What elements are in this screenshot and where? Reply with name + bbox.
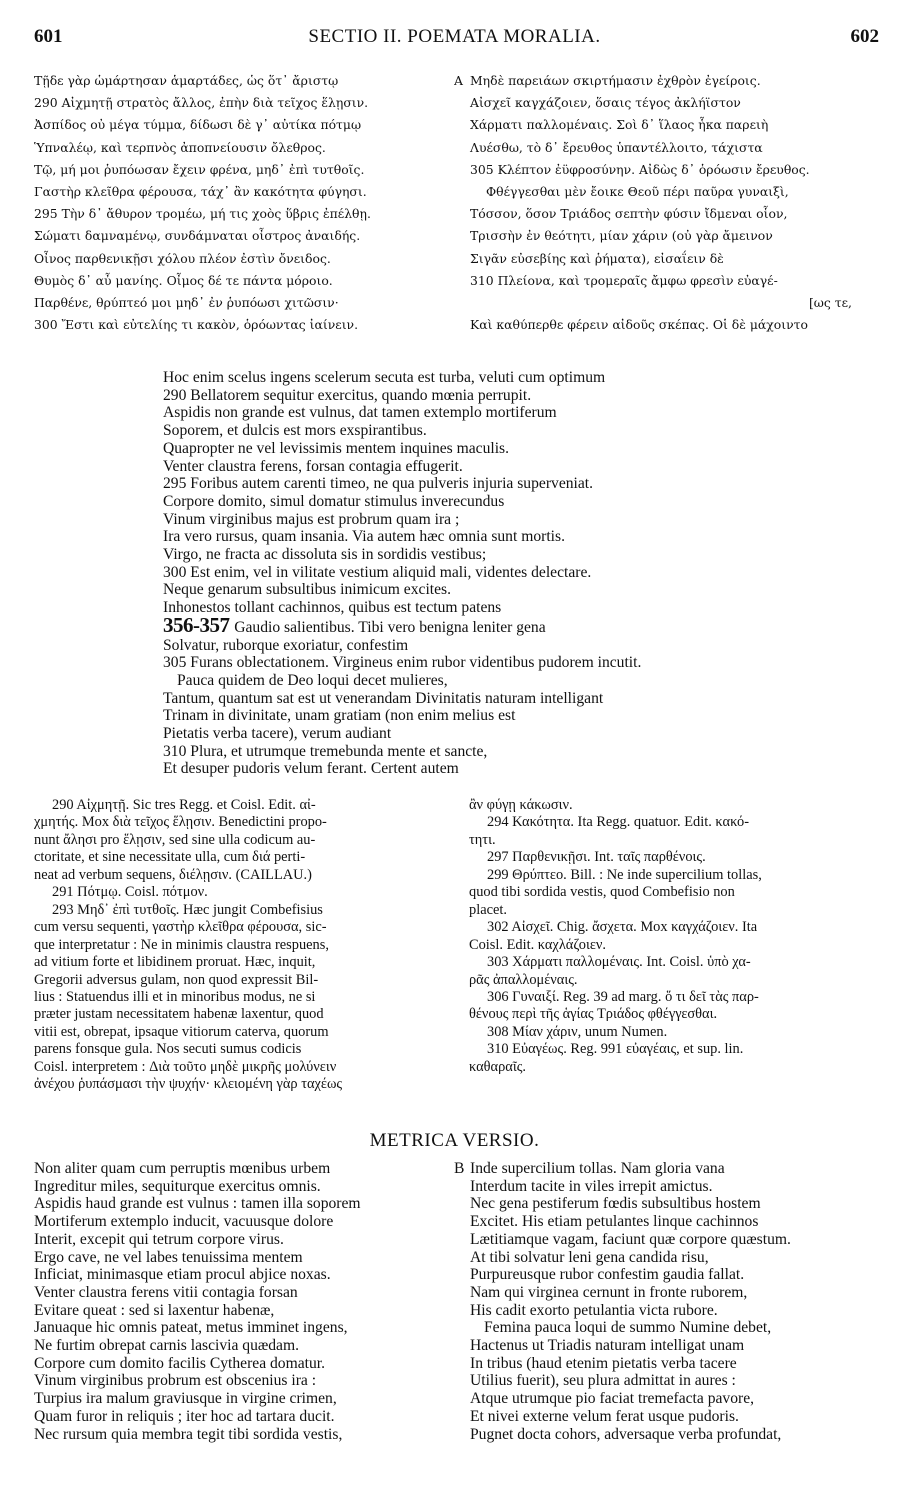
metrica-verse-line: Corpore cum domito facilis Cytherea domatur. [34,1354,326,1372]
footnote-line: neat ad verbum sequens, διέλῃσιν. (CAILLAU.) [34,866,312,883]
greek-verse-text: Φθέγγεσθαι μὲν ἔοικε Θεοῦ πέρι παῦρα γυναιξὶ, [486,184,789,200]
footnote-line: quod tibi sordida vestis, quod Combefisio non [469,884,735,901]
latin-verse-text: Tantum, quantum sat est ut venerandam Divinitatis naturam intelligant [163,689,604,707]
latin-verse-text: Inhonestos tollant cachinnos, quibus est tectum patens [163,599,502,617]
metrica-verse-line: Turpius ira malum graviusque in virgine crimen, [34,1390,337,1408]
greek-verse-text: [ως τε, [808,295,852,311]
latin-verse-text: Ira vero rursus, quam insania. Via autem hæc omnia sunt mortis. [163,528,565,546]
metrica-verse-line [454,1319,904,1337]
metrica-verse-line: Nec rursum quia membra tegit tibi sordida vestis, [34,1425,343,1443]
greek-verse-text: Λυέσθω, τὸ δ᾽ ἔρευθος ὑπαντέλλοιτο, τάχιστα [470,139,763,155]
greek-verse-line [454,137,902,159]
footnotes-left [34,797,448,1094]
latin-verse-line [163,672,843,690]
metrica-verse-line: Aspidis haud grande est vulnus : tamen illa soporem [34,1195,361,1213]
greek-verse-text: 310 Πλείονα, καὶ τρομεραῖς ἄμφω φρεσὶν εὐαγέ- [470,272,778,288]
metrica-verse-line [454,1337,904,1355]
metrica-verse-line: Non aliter quam cum perruptis mœnibus urbem [34,1160,331,1177]
metrica-verse-line [454,1231,904,1249]
latin-verse-line [163,725,843,743]
latin-verse-line [163,511,843,529]
footnote-line: 302 Αἰσχεῖ. Chig. ἄσχετα. Mox καγχάζοιεν. Ita [487,919,758,936]
metrica-verse-text: Purpureusque rubor confestim gaudia fallat. [470,1266,745,1284]
greek-verse-text: Τόσσον, ὅσον Τριάδος σεπτὴν φύσιν ἴδμεναι οἷον, [470,206,788,222]
latin-verse-text: Pietatis verba tacere), verum audiant [163,725,392,743]
greek-verse-line [454,248,902,270]
metrica-verse-text: Hactenus ut Triadis naturam intelligat unam [470,1337,745,1355]
greek-text-right [454,70,902,336]
greek-verse-line [454,114,902,136]
latin-verse-line [163,528,843,546]
latin-verse-line [163,690,843,708]
metrica-verse-line: Ingreditur miles, sequiturque exercitus omnis. [34,1177,321,1195]
page-reference-mark: 356-357 [163,612,235,637]
latin-verse-text: Soporem, et dulcis est mors exspirantibus. [163,422,427,440]
latin-verse-text: Et desuper pudoris velum ferant. Certent autem [163,760,459,778]
latin-verse-text: Gaudio salientibus. Tibi vero benigna leniter gena [234,618,546,636]
latin-verse-text: Vinum virginibus majus est probrum quam ira ; [163,510,460,528]
footnote-line: parens fonsque gula. Nos secuti sumus codicis [34,1041,302,1058]
metrica-verse-line: Ne furtim obrepat carnis lascivia quædam. [34,1337,300,1355]
footnote-line: placet. [469,901,507,918]
metrica-verse-text: At tibi solvatur leni gena candida risu, [470,1248,709,1266]
metrica-verse-line [454,1249,904,1267]
footnote-line: 293 Μηδ᾽ ἐπὶ τυτθοῖς. Hæc jungit Combefisius [52,901,323,918]
page-number-left: 601 [34,26,63,47]
metrica-verse-line: Venter claustra ferens vitii contagia forsan [34,1283,298,1301]
greek-verse-text: Σιγᾶν εὐσεβίης καὶ ῥήματα), εἰσαΐειν δὲ [470,250,724,266]
metrica-versio-left [34,1160,454,1443]
metrica-verse-line [454,1426,904,1444]
greek-verse-text: Καὶ καθύπερθε φέρειν αἰδοῦς σκέπας. Οἱ δὲ μάχοιντο [470,317,808,333]
footnote-line: 294 Κακότητα. Ita Regg. quatuor. Edit. κακό- [487,814,750,831]
latin-verse-text: 295 Foribus autem carenti timeo, ne qua pulveris injuria superveniat. [163,475,594,493]
latin-verse-line [163,440,843,458]
latin-verse-line [163,458,843,476]
latin-verse-line [163,564,843,582]
greek-verse-line: Ἀσπίδος οὐ μέγα τύμμα, δίδωσι δὲ γ᾽ αὐτίκα πότμῳ [34,117,362,133]
metrica-verse-text: Atque utrumque pio faciat tremefacta pavore, [470,1390,755,1408]
latin-verse-line [163,369,843,387]
greek-verse-line [454,270,902,292]
greek-verse-line: Ὑπναλέῳ, καὶ τερπνὸς ἀποπνείουσιν ὄλεθρος. [34,139,326,155]
metrica-verse-line [454,1355,904,1373]
metrica-verse-line: Januaque hic omnis pateat, metus imminet ingens, [34,1319,348,1337]
greek-verse-line: Γαστὴρ κλεῖθρα φέρουσα, τάχ᾽ ἂν κακότητα φύγησι. [34,184,367,200]
metrica-verse-line [454,1408,904,1426]
footnote-line: vitii est, obrepat, ipsaque vitiorum caterva, quorum [34,1023,329,1040]
metrica-verse-text: Nam qui virginea cernunt in fronte ruborem, [470,1283,748,1301]
latin-verse-line [163,581,843,599]
metrica-verse-line: Quam furor in reliquis ; iter hoc ad tartara ducit. [34,1407,335,1425]
latin-verse-line [163,599,843,617]
latin-verse-line [163,654,843,672]
latin-verse-text: Pauca quidem de Deo loqui decet mulieres, [177,671,448,689]
greek-verse-line: 295 Τὴν δ᾽ ἄθυρον τρομέω, μή τις χοὸς ὕβρις ἐπέλθῃ. [34,206,371,222]
footnote-line: 308 Μίαν χάριν, unum Numen. [487,1023,668,1040]
metrica-verse-text: Nec gena pestiferum fœdis subsultibus hostem [470,1195,761,1213]
column-marker: B [454,1160,465,1177]
greek-verse-line: Οἶνος παρθενικῇσι χόλου πλέον ἐστὶν ὄνειδος. [34,250,331,266]
metrica-verse-line: Interit, excepit qui tetrum corpore virus. [34,1230,284,1248]
latin-verse-line [163,546,843,564]
metrica-verse-line [454,1390,904,1408]
running-title: SECTIO II. POEMATA MORALIA. [308,26,601,47]
greek-verse-text: Μηδὲ παρειάων σκιρτήμασιν ἐχθρὸν ἐγείροις. [470,73,761,88]
metrica-verse-text: Et nivei externe velum ferat usque pudoris. [470,1407,739,1425]
greek-verse-line [454,314,902,336]
greek-verse-line: 290 Αἰχμητῇ στρατὸς ἄλλος, ἐπὴν διὰ τεῖχος ἕλῃσιν. [34,95,369,111]
latin-verse-line [163,404,843,422]
greek-verse-line [454,203,902,225]
footnote-line: 303 Χάρματι παλλομέναις. Int. Coisl. ὑπὸ χα- [487,954,751,971]
latin-verse-text: Trinam in divinitate, unam gratiam (non enim melius est [163,707,516,725]
latin-verse-line [163,612,843,637]
footnotes-right [469,797,899,1076]
metrica-verse-text: His cadit exorto petulantia victa rubore. [470,1301,718,1319]
footnote-line: ἂν φύγῃ κάκωσιν. [469,797,573,813]
metrica-verse-line [454,1302,904,1320]
latin-verse-line [163,422,843,440]
metrica-verse-line [454,1160,904,1178]
metrica-verse-text: Interdum tacite in viles irrepit amictus. [470,1177,713,1195]
latin-verse-text: Virgo, ne fracta ac dissoluta sis in sordidis vestibus; [163,546,487,564]
metrica-verse-line [454,1195,904,1213]
running-header [0,26,909,52]
footnote-line: καθαραῖς. [469,1058,526,1075]
footnote-line: 297 Παρθενικῇσι. Int. ταῖς παρθένοις. [487,849,706,866]
metrica-verse-line: Evitare queat : sed si laxentur habenæ, [34,1301,275,1319]
latin-verse-text: Hoc enim scelus ingens scelerum secuta est turba, veluti cum optimum [163,369,606,386]
footnote-line: præter justam necessitatem habenæ laxentur, quod [34,1006,324,1023]
footnote-line: 299 Θρύπτεο. Bill. : Ne inde supercilium tollas, [487,866,762,883]
footnote-line: 291 Πότμῳ. Coisl. πότμον. [52,884,208,901]
latin-verse-line [163,493,843,511]
latin-verse-text: Solvatur, ruborque exoriatur, confestim [163,636,409,654]
greek-verse-line [454,292,902,314]
latin-verse-line [163,707,843,725]
footnote-line: cum versu sequenti, γαστὴρ κλεῖθρα φέρουσα, sic- [34,919,327,936]
greek-verse-line: Παρθένε, θρύπτεό μοι μηδ᾽ ἐν ῥυπόωσι χιτῶσιν· [34,295,339,311]
metrica-verse-line: Ergo cave, ne vel labes tenuissima mentem [34,1248,303,1266]
latin-verse-line [163,387,843,405]
footnote-line: θένους περὶ τῆς ἁγίας Τριάδος φθέγγεσθαι. [469,1006,718,1023]
latin-translation [163,369,843,778]
greek-verse-line [454,70,902,92]
footnote-line: que interpretatur : Ne in minimis claustra respuens, [34,936,329,953]
latin-verse-text: 310 Plura, et utrumque tremebunda mente et sancte, [163,742,488,760]
latin-verse-line [163,475,843,493]
greek-verse-text: Χάρματι παλλομέναις. Σοὶ δ᾽ ἵλαος ἧκα παρειὴ [470,117,769,133]
greek-verse-line: Τῷ, μή μοι ῥυπόωσαν ἔχειν φρένα, μηδ᾽ ἐπὶ τυτθοῖς. [34,161,365,177]
metrica-versio-heading: METRICA VERSIO. [369,1130,540,1151]
metrica-verse-text: In tribus (haud etenim pietatis verba tacere [470,1354,737,1372]
greek-verse-line [454,225,902,247]
latin-verse-line [163,743,843,761]
greek-verse-line: Θυμὸς δ᾽ αὖ μανίης. Οἶμος δέ τε πάντα μόροιο. [34,272,333,288]
footnote-line: 290 Αἰχμητῇ. Sic tres Regg. et Coisl. Edit. αἰ- [52,797,316,813]
greek-verse-line: Τῇδε γὰρ ὡμάρτησαν ἁμαρτάδες, ὡς ὅτ᾽ ἄριστῳ [34,73,339,88]
footnote-line: ἀνέχου ῥυπάσμασι τὴν ψυχήν· κλειομένη γὰρ ταχέως [34,1076,343,1093]
metrica-verse-text: Utilius fuerit), seu plura admittat in aures : [470,1372,736,1390]
latin-verse-line [163,637,843,655]
metrica-verse-line: Vinum virginibus probrum est obscenius ira : [34,1372,317,1390]
latin-verse-line [163,760,843,778]
greek-verse-line [454,92,902,114]
footnote-line: lius : Statuendus illi et in minoribus modus, ne si [34,988,316,1005]
latin-verse-text: Venter claustra ferens, forsan contagia effugerit. [163,457,463,475]
greek-verse-text: 305 Κλέπτον ἐϋφροσύνην. Αἰδὼς δ᾽ ὁρόωσιν ἔρευθος. [470,161,810,177]
latin-verse-text: Quapropter ne vel levissimis mentem inquines maculis. [163,439,510,457]
latin-verse-text: 305 Furans oblectationem. Virgineus enim rubor videntibus pudorem incutit. [163,654,642,672]
greek-verse-line: 300 Ἔστι καὶ εὐτελίης τι κακὸν, ὁρόωντας ἰαίνειν. [34,317,359,333]
metrica-verse-line [454,1178,904,1196]
metrica-verse-line [454,1266,904,1284]
footnote-line: Coisl. interpretem : Διὰ τοῦτο μηδὲ μικρῆς μολύνειν [34,1058,337,1075]
page-number-right: 602 [850,26,879,47]
metrica-verse-text: Femina pauca loqui de summo Numine debet, [484,1319,772,1337]
latin-verse-text: Neque genarum subsultibus inimicum excites. [163,581,451,599]
metrica-versio-right [454,1160,904,1443]
footnote-line: τητι. [469,831,496,848]
metrica-verse-line: Inficiat, minimasque etiam procul abjice noxas. [34,1266,331,1284]
metrica-verse-line [454,1213,904,1231]
greek-verse-line [454,159,902,181]
metrica-verse-text: Pugnet docta cohors, adversaque verba profundat, [470,1425,782,1443]
greek-verse-line [454,181,902,203]
greek-text-left [34,70,460,336]
footnote-line: ρᾶς ἀπαλλομέναις. [469,971,578,988]
footnote-line: nunt ἄλησι pro ἕλῃσιν, sed sine ulla codicum au- [34,831,316,848]
latin-verse-text: 290 Bellatorem sequitur exercitus, quando mœnia perrupit. [163,386,532,404]
footnote-line: ctoritate, et sine necessitate ulla, cum διά perti- [34,849,306,866]
latin-verse-text: Corpore domito, simul domatur stimulus inverecundus [163,492,505,510]
latin-verse-text: 300 Est enim, vel in vilitate vestium aliquid mali, videntes delectare. [163,563,592,581]
metrica-verse-text: Excitet. His etiam petulantes linque cachinnos [470,1213,759,1231]
metrica-verse-line: Mortiferum extemplo inducit, vacuusque dolore [34,1213,334,1231]
greek-verse-text: Αἰσχεῖ καγχάζοιεν, ὅσαις τέγος ἀκλήϊστον [470,95,741,111]
metrica-verse-line [454,1284,904,1302]
metrica-verse-text: Inde supercilium tollas. Nam gloria vana [470,1160,725,1177]
footnote-line: 306 Γυναιξί. Reg. 39 ad marg. ὅ τι δεῖ τὰς παρ- [487,988,759,1005]
metrica-verse-line [454,1372,904,1390]
greek-verse-text: Τρισσὴν ἐν θεότητι, μίαν χάριν (οὐ γὰρ ἄμεινον [470,228,773,244]
metrica-verse-text: Lætitiamque vagam, faciunt quæ corpore quæstum. [470,1230,791,1248]
footnote-line: Coisl. Edit. καχλάζοιεν. [469,936,606,953]
footnote-line: ad vitium forte et libidinem proruat. Hæc, inquit, [34,954,316,971]
greek-verse-line: Σώματι δαμναμένῳ, συνδάμναται οἶστρος ἀναιδής. [34,228,361,244]
latin-verse-text: Aspidis non grande est vulnus, dat tamen extemplo mortiferum [163,404,557,422]
footnote-line: Gregorii adversus gulam, non quod expressit Bil- [34,971,319,988]
footnote-line: 310 Εὐαγέως. Reg. 991 εὐαγέαις, et sup. lin. [487,1041,744,1058]
footnote-line: χμητής. Mox διὰ τεῖχος ἕλῃσιν. Benedictini propo- [34,814,327,831]
column-marker: A [454,73,463,88]
